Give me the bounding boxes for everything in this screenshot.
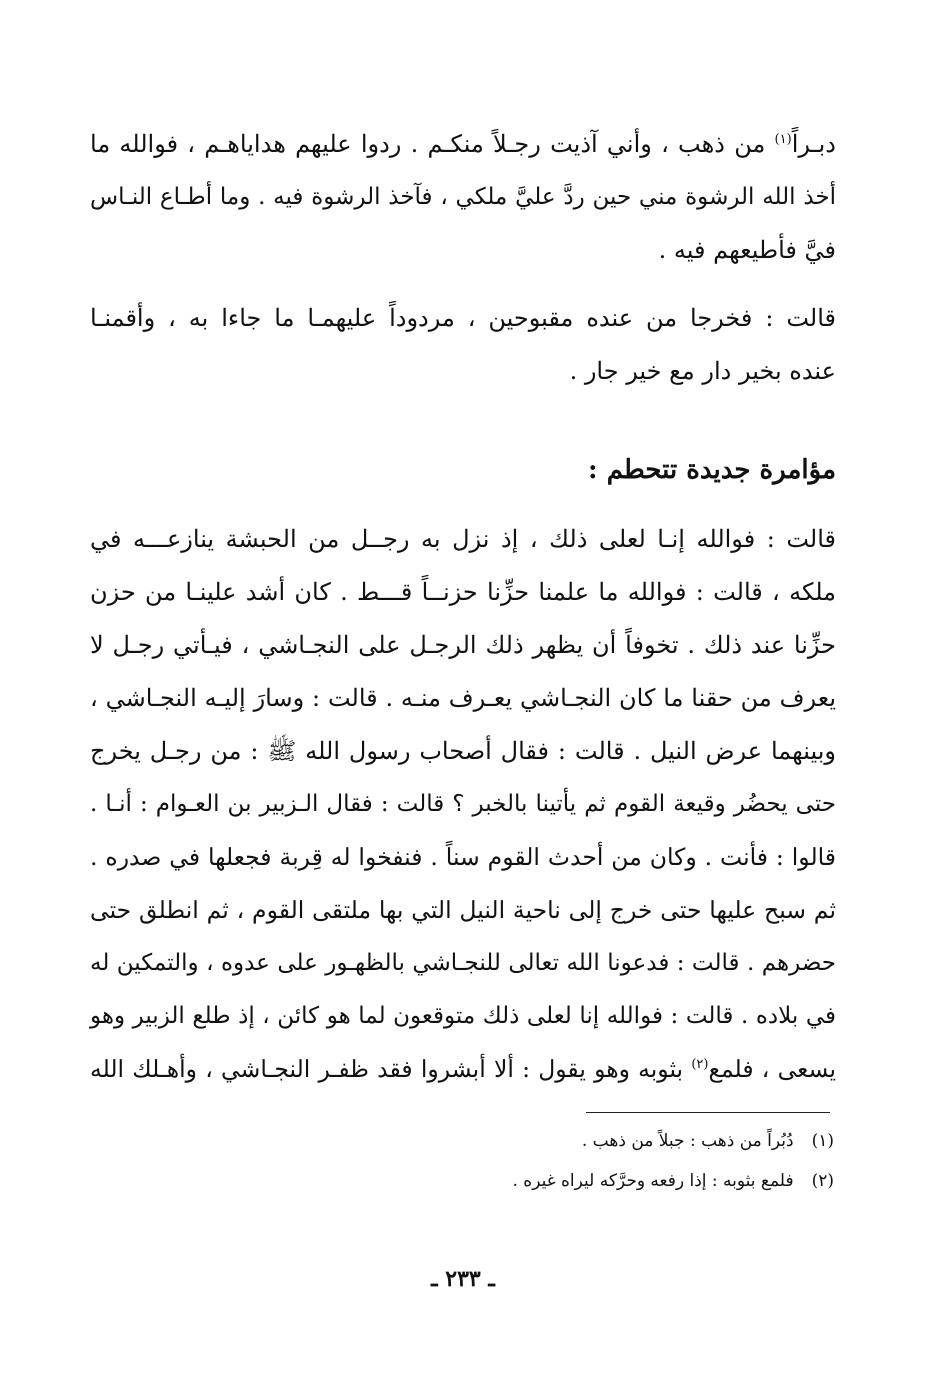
paragraph-1-line-1: دبـراً$^{(١)}$ من ذهب ، وأني آذيت رجـلاً منكـم . ردوا عليهم هداياهـم ، فوالله ما: [90, 130, 836, 158]
footnote-2: [512, 1170, 834, 1192]
paragraph-3-line-8: ثم سبح عليها حتى خرج إلى ناحية النيل التي بها ملتقى القوم ، ثم انطلق حتى: [90, 896, 836, 924]
footnote-separator: [586, 1112, 830, 1113]
paragraph-3-line-4: يعرف من حقنا ما كان النجـاشي يعـرف منـه . قالت : وسارَ إليـه النجـاشي ،: [90, 684, 836, 712]
paragraph-3-line-1: قالت : فوالله إنـا لعلى ذلك ، إذ نزل به رجــل من الحبشة ينازعـــه في: [90, 525, 836, 553]
footnote-ref-2[interactable]: (٢): [691, 1057, 709, 1073]
paragraph-1-line-3: فيَّ فأطيعهم فيه .: [658, 236, 836, 264]
page-number: ـ ٢٣٣ ـ: [431, 1266, 495, 1292]
paragraph-3-line-9: حضرهم . قالت : فدعونا الله تعالى للنجـاشي بالظهـور على عدوه ، والتمكين له: [90, 950, 836, 976]
footnote-number: (١): [811, 1131, 834, 1151]
paragraph-1-line-2: أخذ الله الرشوة مني حين ردَّ عليَّ ملكي ، فآخذ الرشوة فيه . وما أطـاع النـاس: [90, 184, 836, 210]
paragraph-3-line-3: حزِّنا عند ذلك . تخوفاً أن يظهر ذلك الرجـل على النجـاشي ، فيـأتي رجـل لا: [90, 631, 836, 659]
footnote-number: (٢): [811, 1171, 834, 1191]
footnote-text: دُبُراً من ذهب : جبلاً من ذهب .: [581, 1131, 794, 1151]
footnote-1: [582, 1130, 834, 1152]
footnote-text: فلمع بثوبه : إذا رفعه وحرَّكه ليراه غيره .: [512, 1171, 794, 1191]
paragraph-3-line-2: ملكه ، قالت : فوالله ما علمنا حزِّنا حزنــاً قـــط . كان أشد علينـا من حزن: [90, 578, 836, 606]
paragraph-3-line-7: قالوا : فأنت . وكان من أحدث القوم سناً . فنفخوا له قِربة فجعلها في صدره .: [90, 843, 836, 871]
footnote-ref-1[interactable]: (١): [774, 132, 792, 147]
paragraph-3-line-10: في بلاده . قالت : فوالله إنا لعلى ذلك متوقعون لما هو كائن ، إذ طلع الزبير وهو: [90, 1003, 836, 1029]
section-heading: مؤامرة جديدة تتحطم :: [588, 455, 836, 485]
paragraph-3-line-5: وبينهما عرض النيل . قالت : فقال أصحاب رسول الله ﷺ : من رجـل يخرج: [90, 737, 836, 765]
paragraph-3-line-6: حتى يحضُر وقيعة القوم ثم يأتينا بالخبر ؟ قالت : فقال الـزبير بن العـوام : أنـا .: [90, 791, 836, 817]
paragraph-2-line-1: قالت : فخرجا من عنده مقبوحين ، مردوداً عليهمـا ما جاءا به ، وأقمنـا: [90, 304, 836, 332]
paragraph-3-line-11: يسعى ، فلمع$^{(٢)}$ بثوبه وهو يقول : ألا أبشروا فقد ظفـر النجـاشي ، وأهـلك الله: [90, 1055, 837, 1083]
paragraph-2-line-2: عنده بخير دار مع خير جار .: [569, 357, 836, 385]
